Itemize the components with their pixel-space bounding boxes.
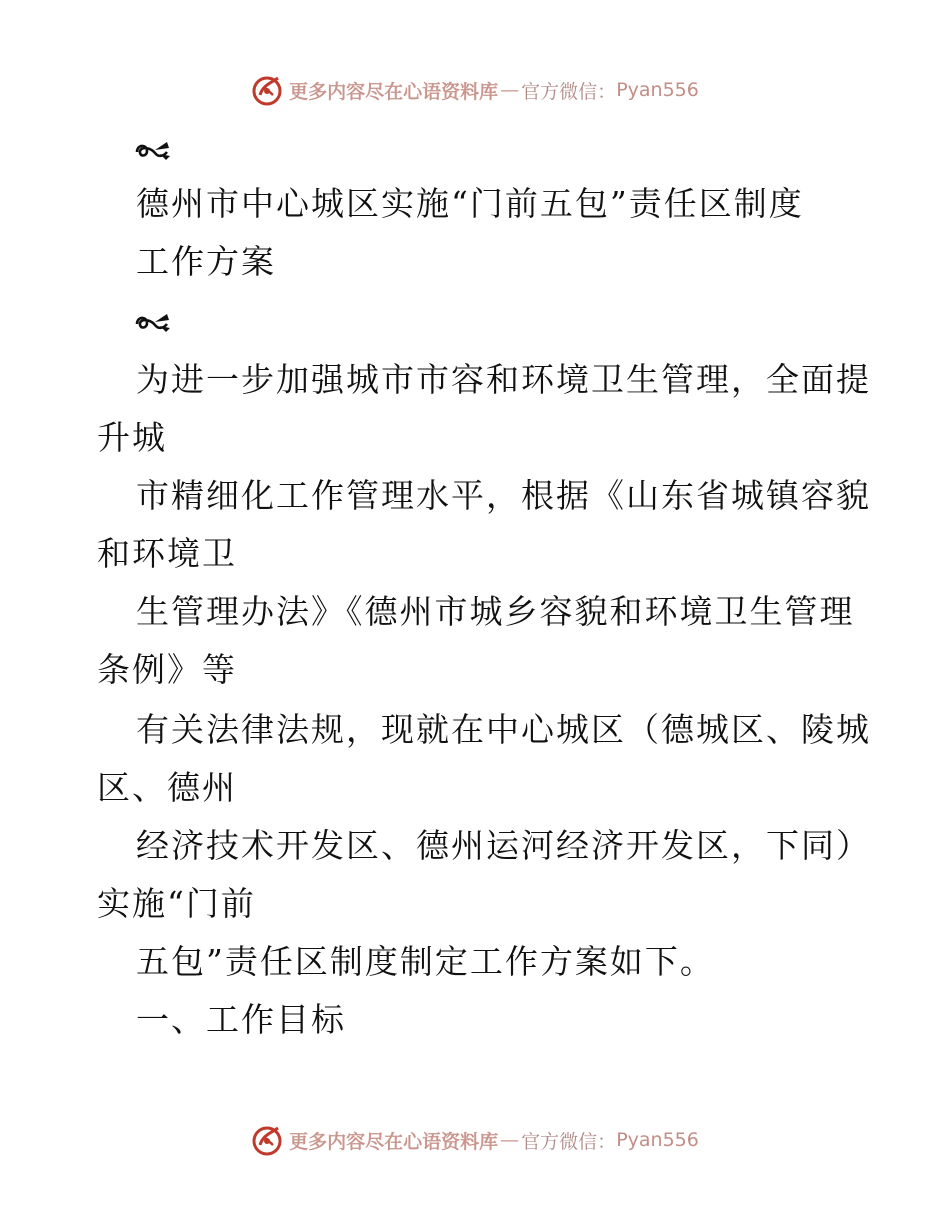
watermark-wechat-id: Pyan556 [616, 79, 699, 101]
paragraph-line: 实施“门前 [97, 884, 256, 923]
brand-logo-icon [251, 1123, 285, 1157]
ornament-flourish-icon [133, 138, 173, 162]
watermark-dash: — [500, 1129, 520, 1151]
section-heading: 一、工作目标 [136, 1000, 346, 1039]
document-title-line-1: 德州市中心城区实施“门前五包”责任区制度 [136, 184, 804, 223]
watermark-main-text: 更多内容尽在心语资料库 [289, 1130, 499, 1153]
paragraph-line: 升城 [97, 418, 167, 457]
paragraph-line: 市精细化工作管理水平，根据《山东省城镇容貌 [136, 476, 871, 515]
paragraph-line: 有关法律法规，现就在中心城区（德城区、陵城 [136, 710, 871, 749]
header-watermark [0, 70, 950, 110]
brand-logo-icon [251, 73, 285, 107]
footer-watermark [0, 1120, 950, 1160]
paragraph-line: 区、德州 [97, 768, 237, 807]
watermark-main-text: 更多内容尽在心语资料库 [289, 80, 499, 103]
paragraph-line: 生管理办法》《德州市城乡容貌和环境卫生管理 [136, 592, 855, 631]
watermark-wechat-id: Pyan556 [616, 1129, 699, 1151]
watermark-sub-text: 官方微信： [521, 1130, 617, 1153]
watermark-dash: — [500, 79, 520, 101]
document-title-line-2: 工作方案 [136, 242, 276, 281]
paragraph-line: 和环境卫 [97, 534, 237, 573]
watermark-sub-text: 官方微信： [521, 80, 617, 103]
ornament-flourish-icon [133, 310, 173, 334]
paragraph-line: 经济技术开发区、德州运河经济开发区，下同） [136, 826, 871, 865]
paragraph-line: 为进一步加强城市市容和环境卫生管理，全面提 [136, 360, 871, 399]
paragraph-line: 五包”责任区制度制定工作方案如下。 [136, 942, 715, 981]
paragraph-line: 条例》等 [97, 650, 237, 689]
